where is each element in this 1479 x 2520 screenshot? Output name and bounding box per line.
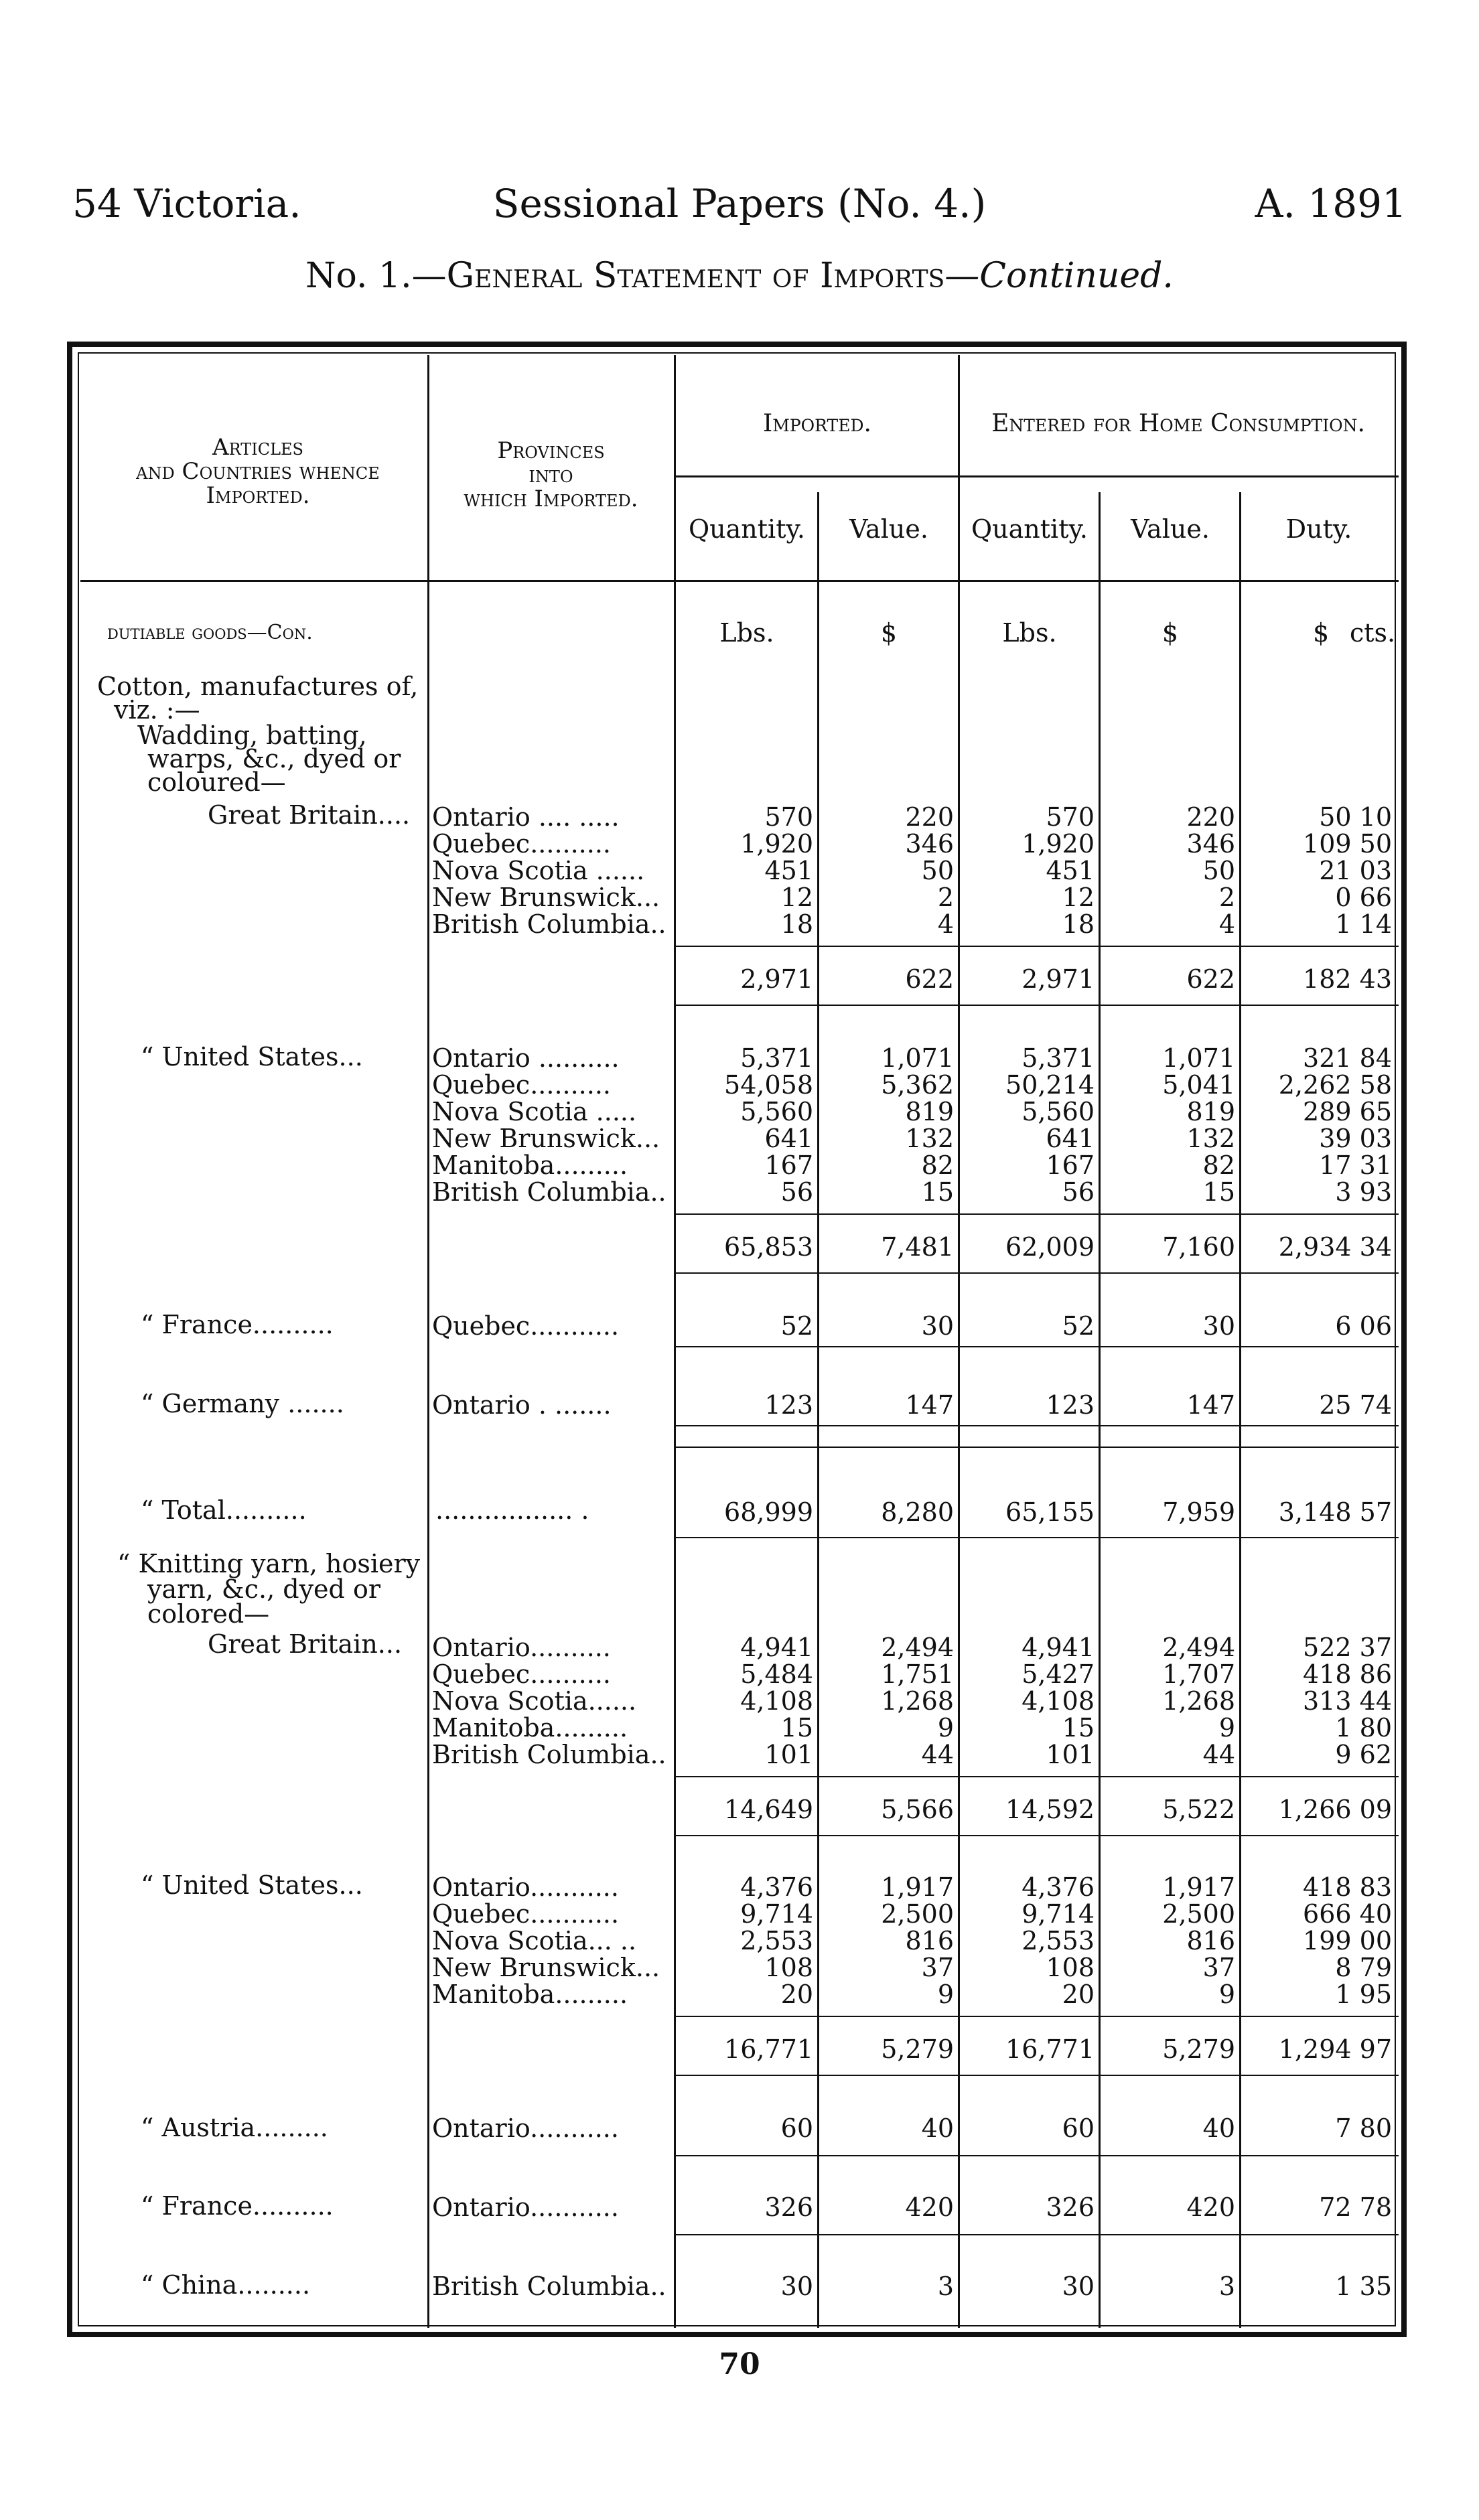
- title-prefix: No. 1.—: [305, 256, 447, 296]
- hdr-line: which Imported.: [464, 486, 638, 512]
- q-cell: 4,376: [740, 1872, 813, 1902]
- unit-quantity2: Lbs.: [1002, 618, 1057, 648]
- d-cell: 109 50: [1303, 829, 1392, 859]
- v2-cell: 1,071: [1162, 1043, 1235, 1073]
- col-header-entered: Entered for Home Consumption.: [991, 410, 1365, 437]
- subtotal-rule: [674, 1213, 1399, 1215]
- table-frame-inner: [78, 352, 1396, 2326]
- article-label: “ Germany .......: [141, 1389, 344, 1418]
- hdr-line: into: [529, 461, 573, 488]
- province-cell: Nova Scotia... ..: [432, 1926, 637, 1955]
- v-cell: 50: [921, 856, 954, 885]
- q2-cell: 167: [1046, 1151, 1095, 1180]
- v2-cell: 816: [1186, 1926, 1235, 1955]
- article-label: “ United States...: [141, 1870, 363, 1900]
- province-cell: British Columbia..: [432, 1177, 666, 1207]
- hdr-line: Imported.: [206, 482, 310, 509]
- page-title: [0, 256, 1479, 296]
- col-divider: [817, 492, 819, 2328]
- v2-cell: 50: [1202, 856, 1235, 885]
- col-header-quantity2: Quantity.: [971, 514, 1088, 544]
- q-cell: 18: [780, 909, 813, 939]
- province-cell: Nova Scotia .....: [432, 1097, 637, 1126]
- v-cell: 9: [937, 1713, 954, 1743]
- subtotal-rule: [674, 1425, 1399, 1426]
- v2-cell: 1,268: [1162, 1686, 1235, 1716]
- q-cell: 4,941: [740, 1633, 813, 1662]
- q-cell: 9,714: [740, 1899, 813, 1929]
- header-left: 54 Victoria.: [72, 181, 301, 226]
- q2-cell: 2,553: [1022, 1926, 1095, 1955]
- d-cell: 1 35: [1335, 2272, 1392, 2301]
- q2-cell: 60: [1062, 2114, 1095, 2143]
- article-label: colored—: [147, 1599, 270, 1629]
- article-label: Wadding, batting,: [137, 721, 367, 750]
- province-cell: Manitoba.........: [432, 1713, 628, 1743]
- v-cell: 37: [921, 1953, 954, 1982]
- article-label: “ China.........: [141, 2270, 311, 2300]
- d-cell: 3,148 57: [1278, 1497, 1392, 1527]
- q2-cell: 101: [1046, 1740, 1095, 1769]
- province-cell: Ontario .... .....: [432, 802, 620, 832]
- province-cell: Manitoba.........: [432, 1151, 628, 1180]
- col-header-value: Value.: [849, 514, 928, 544]
- d-cell: 0 66: [1335, 883, 1392, 912]
- subtotal-rule: [674, 1835, 1399, 1836]
- subtotal-rule: [674, 2234, 1399, 2235]
- v2-cell: 7,160: [1162, 1232, 1235, 1262]
- v-cell: 5,279: [881, 2034, 954, 2064]
- v2-cell: 147: [1186, 1390, 1235, 1420]
- v2-cell: 15: [1202, 1177, 1235, 1207]
- q2-cell: 4,108: [1022, 1686, 1095, 1716]
- q2-cell: 5,427: [1022, 1659, 1095, 1689]
- unit-value2: $: [1161, 618, 1179, 648]
- province-cell: Ontario...........: [432, 2114, 619, 2143]
- d-cell: 72 78: [1319, 2193, 1392, 2222]
- q2-cell: 30: [1062, 2272, 1095, 2301]
- v-cell: 132: [905, 1124, 954, 1153]
- col-header-quantity: Quantity.: [689, 514, 805, 544]
- hdr-line: Articles: [212, 434, 303, 461]
- d-cell: 3 93: [1335, 1177, 1392, 1207]
- d-cell: 418 86: [1303, 1659, 1392, 1689]
- unit-value: $: [880, 618, 898, 648]
- subtotal-rule: [674, 2075, 1399, 2076]
- d-cell: 289 65: [1303, 1097, 1392, 1126]
- d-cell: 6 06: [1335, 1311, 1392, 1341]
- d-cell: 1,266 09: [1278, 1795, 1392, 1824]
- q-cell: 2,971: [740, 964, 813, 994]
- header-right: A. 1891: [1255, 181, 1407, 226]
- article-label: Great Britain...: [208, 1629, 403, 1659]
- article-label: warps, &c., dyed or: [147, 744, 401, 773]
- v-cell: 819: [905, 1097, 954, 1126]
- v2-cell: 5,041: [1162, 1070, 1235, 1100]
- province-cell: Quebec...........: [432, 1311, 620, 1341]
- province-cell: Quebec..........: [432, 829, 612, 859]
- q2-cell: 50,214: [1005, 1070, 1095, 1100]
- v2-cell: 420: [1186, 2193, 1235, 2222]
- q2-cell: 16,771: [1005, 2034, 1095, 2064]
- q-cell: 60: [780, 2114, 813, 2143]
- v2-cell: 5,279: [1162, 2034, 1235, 2064]
- subtotal-rule: [674, 2155, 1399, 2156]
- q-cell: 68,999: [724, 1497, 813, 1527]
- col-divider: [674, 355, 676, 2328]
- v2-cell: 1,707: [1162, 1659, 1235, 1689]
- v2-cell: 1,917: [1162, 1872, 1235, 1902]
- article-label: Cotton, manufactures of,: [97, 672, 419, 701]
- subtotal-rule: [674, 946, 1399, 947]
- d-cell: 418 83: [1303, 1872, 1392, 1902]
- q-cell: 167: [764, 1151, 813, 1180]
- q-cell: 5,484: [740, 1659, 813, 1689]
- v-cell: 1,751: [881, 1659, 954, 1689]
- province-cell: Ontario ..........: [432, 1043, 620, 1073]
- q2-cell: 4,941: [1022, 1633, 1095, 1662]
- province-cell: British Columbia..: [432, 909, 666, 939]
- v-cell: 82: [921, 1151, 954, 1180]
- q-cell: 326: [764, 2193, 813, 2222]
- v2-cell: 4: [1218, 909, 1235, 939]
- v2-cell: 2,500: [1162, 1899, 1235, 1929]
- q2-cell: 20: [1062, 1980, 1095, 2009]
- d-cell: 182 43: [1303, 964, 1392, 994]
- q2-cell: 108: [1046, 1953, 1095, 1982]
- q2-cell: 326: [1046, 2193, 1095, 2222]
- province-cell: British Columbia..: [432, 1740, 666, 1769]
- q2-cell: 4,376: [1022, 1872, 1095, 1902]
- d-cell: 522 37: [1303, 1633, 1392, 1662]
- province-cell: Ontario..........: [432, 1633, 611, 1662]
- q-cell: 123: [764, 1390, 813, 1420]
- q-cell: 451: [764, 856, 813, 885]
- v2-cell: 44: [1202, 1740, 1235, 1769]
- v-cell: 220: [905, 802, 954, 832]
- subtotal-rule: [674, 1776, 1399, 1777]
- unit-quantity: Lbs.: [719, 618, 774, 648]
- v-cell: 2,494: [881, 1633, 954, 1662]
- q-cell: 15: [780, 1713, 813, 1743]
- col-divider: [1099, 492, 1101, 2328]
- v-cell: 4: [937, 909, 954, 939]
- q-cell: 1,920: [740, 829, 813, 859]
- q2-cell: 1,920: [1022, 829, 1095, 859]
- v-cell: 8,280: [881, 1497, 954, 1527]
- v-cell: 816: [905, 1926, 954, 1955]
- v-cell: 147: [905, 1390, 954, 1420]
- col-divider: [958, 355, 960, 2328]
- v-cell: 40: [921, 2114, 954, 2143]
- v2-cell: 220: [1186, 802, 1235, 832]
- v-cell: 2: [937, 883, 954, 912]
- article-label: “ Knitting yarn, hosiery: [117, 1549, 421, 1578]
- article-label: “ Total..........: [141, 1495, 307, 1525]
- q2-cell: 570: [1046, 802, 1095, 832]
- q2-cell: 2,971: [1022, 964, 1095, 994]
- v-cell: 44: [921, 1740, 954, 1769]
- q-cell: 56: [780, 1177, 813, 1207]
- v-cell: 1,071: [881, 1043, 954, 1073]
- q-cell: 20: [780, 1980, 813, 2009]
- q2-cell: 5,371: [1022, 1043, 1095, 1073]
- q-cell: 52: [780, 1311, 813, 1341]
- v-cell: 622: [905, 964, 954, 994]
- d-cell: 2,262 58: [1278, 1070, 1392, 1100]
- subtotal-rule: [674, 1272, 1399, 1274]
- d-cell: 1 14: [1335, 909, 1392, 939]
- province-cell: Manitoba.........: [432, 1980, 628, 2009]
- q-cell: 2,553: [740, 1926, 813, 1955]
- q2-cell: 56: [1062, 1177, 1095, 1207]
- v-cell: 5,566: [881, 1795, 954, 1824]
- d-cell: 39 03: [1319, 1124, 1392, 1153]
- v-cell: 2,500: [881, 1899, 954, 1929]
- q2-cell: 123: [1046, 1390, 1095, 1420]
- q2-cell: 52: [1062, 1311, 1095, 1341]
- v-cell: 346: [905, 829, 954, 859]
- page-number: 70: [719, 2347, 760, 2381]
- subtotal-rule: [674, 2016, 1399, 2017]
- q-cell: 570: [764, 802, 813, 832]
- v-cell: 15: [921, 1177, 954, 1207]
- q-cell: 30: [780, 2272, 813, 2301]
- q-cell: 14,649: [724, 1795, 813, 1824]
- article-label: coloured—: [147, 767, 286, 797]
- v2-cell: 346: [1186, 829, 1235, 859]
- d-cell: 9 62: [1335, 1740, 1392, 1769]
- col-header-value2: Value.: [1131, 514, 1210, 544]
- v-cell: 420: [905, 2193, 954, 2222]
- v2-cell: 30: [1202, 1311, 1235, 1341]
- q2-cell: 9,714: [1022, 1899, 1095, 1929]
- title-main: General Statement of Imports: [446, 256, 945, 296]
- article-label: yarn, &c., dyed or: [147, 1574, 380, 1604]
- v2-cell: 2,494: [1162, 1633, 1235, 1662]
- q-cell: 108: [764, 1953, 813, 1982]
- d-cell: 321 84: [1303, 1043, 1392, 1073]
- q-cell: 12: [780, 883, 813, 912]
- d-cell: 666 40: [1303, 1899, 1392, 1929]
- province-cell: Ontario...........: [432, 1872, 619, 1902]
- q2-cell: 641: [1046, 1124, 1095, 1153]
- v-cell: 1,917: [881, 1872, 954, 1902]
- v2-cell: 37: [1202, 1953, 1235, 1982]
- q2-cell: 62,009: [1005, 1232, 1095, 1262]
- q2-cell: 451: [1046, 856, 1095, 885]
- col-divider: [1239, 492, 1241, 2328]
- d-cell: 25 74: [1319, 1390, 1392, 1420]
- province-cell: Nova Scotia ......: [432, 856, 645, 885]
- v2-cell: 5,522: [1162, 1795, 1235, 1824]
- v2-cell: 132: [1186, 1124, 1235, 1153]
- q-cell: 4,108: [740, 1686, 813, 1716]
- q2-cell: 14,592: [1005, 1795, 1095, 1824]
- unit-duty: $: [1313, 618, 1330, 648]
- v2-cell: 819: [1186, 1097, 1235, 1126]
- q-cell: 5,560: [740, 1097, 813, 1126]
- province-cell: Ontario . .......: [432, 1390, 612, 1420]
- v2-cell: 622: [1186, 964, 1235, 994]
- article-label: “ Austria.........: [141, 2113, 328, 2142]
- d-cell: 8 79: [1335, 1953, 1392, 1982]
- v2-cell: 2: [1218, 883, 1235, 912]
- total-dots: ................. .: [435, 1495, 589, 1525]
- article-label: “ France..........: [141, 1310, 334, 1339]
- col-divider: [427, 355, 429, 2328]
- subtotal-rule: [674, 1537, 1399, 1538]
- province-cell: New Brunswick...: [432, 1953, 660, 1982]
- q-cell: 16,771: [724, 2034, 813, 2064]
- d-cell: 2,934 34: [1278, 1232, 1392, 1262]
- v2-cell: 40: [1202, 2114, 1235, 2143]
- d-cell: 1 80: [1335, 1713, 1392, 1743]
- v2-cell: 9: [1218, 1980, 1235, 2009]
- v-cell: 5,362: [881, 1070, 954, 1100]
- subtotal-rule: [674, 1005, 1399, 1006]
- d-cell: 7 80: [1335, 2114, 1392, 2143]
- q2-cell: 12: [1062, 883, 1095, 912]
- col-header-articles: [94, 435, 422, 508]
- q2-cell: 65,155: [1005, 1497, 1095, 1527]
- d-cell: 313 44: [1303, 1686, 1392, 1716]
- col-header-imported: Imported.: [763, 410, 871, 437]
- q-cell: 65,853: [724, 1232, 813, 1262]
- article-label: “ United States...: [141, 1042, 363, 1071]
- q2-cell: 18: [1062, 909, 1095, 939]
- province-cell: British Columbia..: [432, 2272, 666, 2301]
- q-cell: 641: [764, 1124, 813, 1153]
- v-cell: 1,268: [881, 1686, 954, 1716]
- v2-cell: 7,959: [1162, 1497, 1235, 1527]
- v2-cell: 9: [1218, 1713, 1235, 1743]
- col-header-duty: Duty.: [1285, 514, 1352, 544]
- q2-cell: 15: [1062, 1713, 1095, 1743]
- hdr-line: and Countries whence: [136, 458, 380, 485]
- province-cell: New Brunswick...: [432, 1124, 660, 1153]
- section-label: dutiable goods—Con.: [107, 621, 313, 644]
- header-center: Sessional Papers (No. 4.): [492, 181, 987, 226]
- d-cell: 17 31: [1319, 1151, 1392, 1180]
- d-cell: 1 95: [1335, 1980, 1392, 2009]
- province-cell: New Brunswick...: [432, 883, 660, 912]
- col-header-provinces: [432, 439, 670, 511]
- v-cell: 30: [921, 1311, 954, 1341]
- v2-cell: 82: [1202, 1151, 1235, 1180]
- q-cell: 101: [764, 1740, 813, 1769]
- d-cell: 21 03: [1319, 856, 1392, 885]
- header-rule: [674, 475, 1399, 477]
- article-label: “ France..........: [141, 2191, 334, 2221]
- d-cell: 199 00: [1303, 1926, 1392, 1955]
- d-cell: 1,294 97: [1278, 2034, 1392, 2064]
- subtotal-rule: [674, 1346, 1399, 1347]
- q-cell: 54,058: [724, 1070, 813, 1100]
- q2-cell: 5,560: [1022, 1097, 1095, 1126]
- article-label: Great Britain....: [208, 800, 411, 830]
- header-rule: [80, 580, 1399, 582]
- province-cell: Nova Scotia......: [432, 1686, 637, 1716]
- v-cell: 9: [937, 1980, 954, 2009]
- title-suffix: —Continued.: [944, 256, 1174, 296]
- province-cell: Ontario...........: [432, 2193, 619, 2222]
- hdr-line: Provinces: [497, 437, 605, 464]
- v-cell: 3: [937, 2272, 954, 2301]
- unit-cts: cts.: [1350, 618, 1396, 648]
- article-label: viz. :—: [114, 695, 200, 725]
- v2-cell: 3: [1218, 2272, 1235, 2301]
- q-cell: 5,371: [740, 1043, 813, 1073]
- province-cell: Quebec..........: [432, 1659, 612, 1689]
- d-cell: 50 10: [1319, 802, 1392, 832]
- subtotal-rule: [674, 1447, 1399, 1448]
- province-cell: Quebec...........: [432, 1899, 620, 1929]
- province-cell: Quebec..........: [432, 1070, 612, 1100]
- v-cell: 7,481: [881, 1232, 954, 1262]
